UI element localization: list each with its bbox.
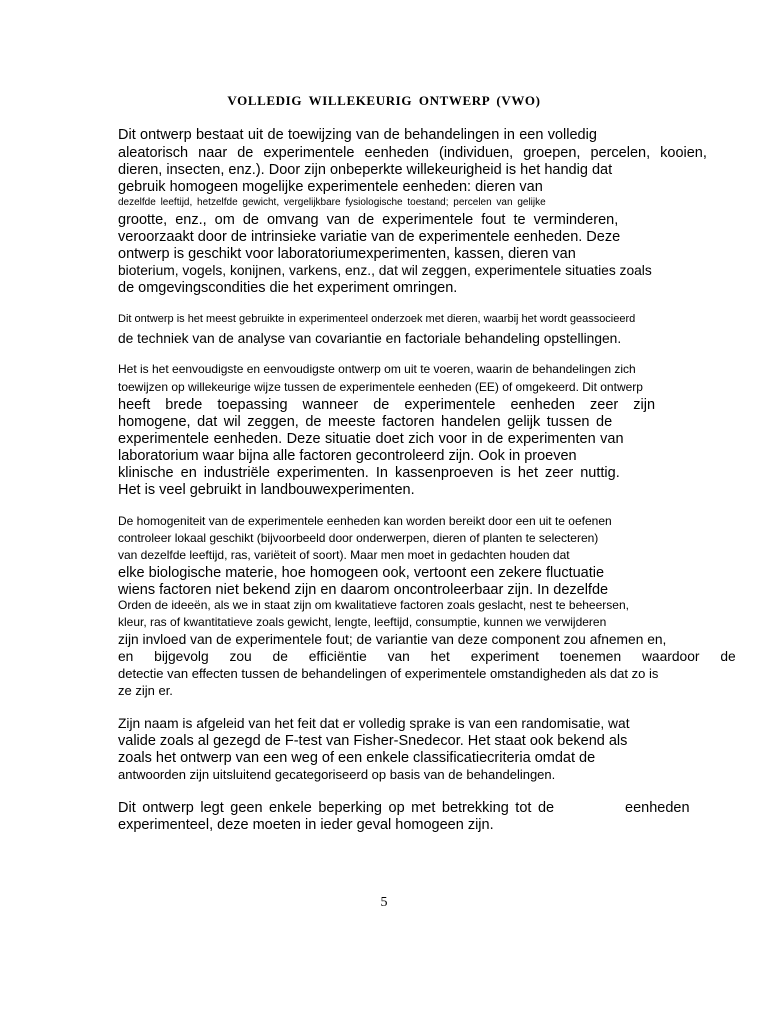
page-number: 5 [380, 895, 388, 910]
paragraph-line: elke biologische materie, hoe homogeen ook, vertoont een zekere fluctuatie [118, 565, 605, 581]
paragraph-line: valide zoals al gezegd de F-test van Fisher-Snedecor. Het staat ook bekend als [118, 733, 628, 749]
paragraph-line: eenheden [625, 800, 690, 816]
paragraph-line: en bijgevolg zou de efficiëntie van het experiment toenemen waardoor de [118, 649, 736, 664]
document-title: VOLLEDIG WILLEKEURIG ONTWERP (VWO) [227, 93, 541, 108]
paragraph-line: ontwerp is geschikt voor laboratoriumexperimenten, kassen, dieren van [118, 246, 576, 262]
paragraph-line: Zijn naam is afgeleid van het feit dat er volledig sprake is van een randomisatie, wat [118, 716, 630, 731]
paragraph-line: zijn invloed van de experimentele fout; de variantie van deze component zou afnemen en, [118, 632, 667, 647]
paragraph-line: Orden de ideeën, als we in staat zijn om kwalitatieve factoren zoals geslacht, nest te beheersen, [118, 598, 629, 612]
paragraph-line: toewijzen op willekeurige wijze tussen de experimentele eenheden (EE) of omgekeerd. Dit ontwerp [118, 380, 643, 394]
paragraph-line: homogene, dat wil zeggen, de meeste factoren handelen gelijk tussen de [118, 414, 613, 430]
paragraph-line: controleer lokaal geschikt (bijvoorbeeld door onderwerpen, dieren of planten te selecteren) [118, 531, 599, 545]
paragraph-line: Dit ontwerp legt geen enkele beperking op met betrekking tot de [118, 800, 555, 816]
paragraph-line: gebruik homogeen mogelijke experimentele eenheden: dieren van [118, 179, 543, 195]
paragraph-line: veroorzaakt door de intrinsieke variatie van de experimentele eenheden. Deze [118, 229, 621, 245]
paragraph-line: Dit ontwerp is het meest gebruikte in experimenteel onderzoek met dieren, waarbij het wordt geassocieerd [118, 313, 636, 325]
paragraph-line: Dit ontwerp bestaat uit de toewijzing van de behandelingen in een volledig [118, 127, 597, 143]
paragraph-line: ze zijn er. [118, 683, 173, 698]
paragraph-line: kleur, ras of kwantitatieve zoals gewicht, lengte, leeftijd, consumptie, kunnen we verwijderen [118, 615, 607, 629]
paragraph-line: de omgevingscondities die het experiment omringen. [118, 280, 458, 296]
paragraph-line: detectie van effecten tussen de behandelingen of experimentele omstandigheden als dat zo is [118, 666, 659, 681]
paragraph-line: dieren, insecten, enz.). Door zijn onbeperkte willekeurigheid is het handig dat [118, 162, 613, 178]
paragraph-line: aleatorisch naar de experimentele eenheden (individuen, groepen, percelen, kooien, [118, 145, 707, 161]
paragraph-line: Het is veel gebruikt in landbouwexperimenten. [118, 482, 415, 498]
paragraph-line: wiens factoren niet bekend zijn en daarom oncontroleerbaar zijn. In dezelfde [118, 582, 609, 598]
paragraph-line: zoals het ontwerp van een weg of een enkele classificatiecriteria omdat de [118, 750, 596, 766]
paragraph-line: antwoorden zijn uitsluitend gecategoriseerd op basis van de behandelingen. [118, 767, 556, 782]
paragraph-line: experimenteel, deze moeten in ieder geval homogeen zijn. [118, 817, 494, 833]
paragraph-line: bioterium, vogels, konijnen, varkens, enz., dat wil zeggen, experimentele situaties zoals [118, 263, 652, 278]
paragraph-line: dezelfde leeftijd, hetzelfde gewicht, vergelijkbare fysiologische toestand; percelen van gelijke [118, 197, 546, 208]
paragraph-line: laboratorium waar bijna alle factoren gecontroleerd zijn. Ook in proeven [118, 448, 577, 464]
paragraph-line: van dezelfde leeftijd, ras, variëteit of soort). Maar men moet in gedachten houden dat [118, 548, 570, 562]
paragraph-line: de techniek van de analyse van covariantie en factoriale behandeling opstellingen. [118, 331, 622, 346]
paragraph-line: grootte, enz., om de omvang van de experimentele fout te verminderen, [118, 212, 619, 228]
paragraph-line: experimentele eenheden. Deze situatie doet zich voor in de experimenten van [118, 431, 624, 447]
paragraph-line: heeft brede toepassing wanneer de experimentele eenheden zeer zijn [118, 397, 656, 413]
paragraph-line: klinische en industriële experimenten. In kassenproeven is het zeer nuttig. [118, 465, 620, 481]
paragraph-line: De homogeniteit van de experimentele eenheden kan worden bereikt door een uit te oefenen [118, 514, 612, 528]
paragraph-line: Het is het eenvoudigste en eenvoudigste ontwerp om uit te voeren, waarin de behandelingen zich [118, 362, 636, 376]
